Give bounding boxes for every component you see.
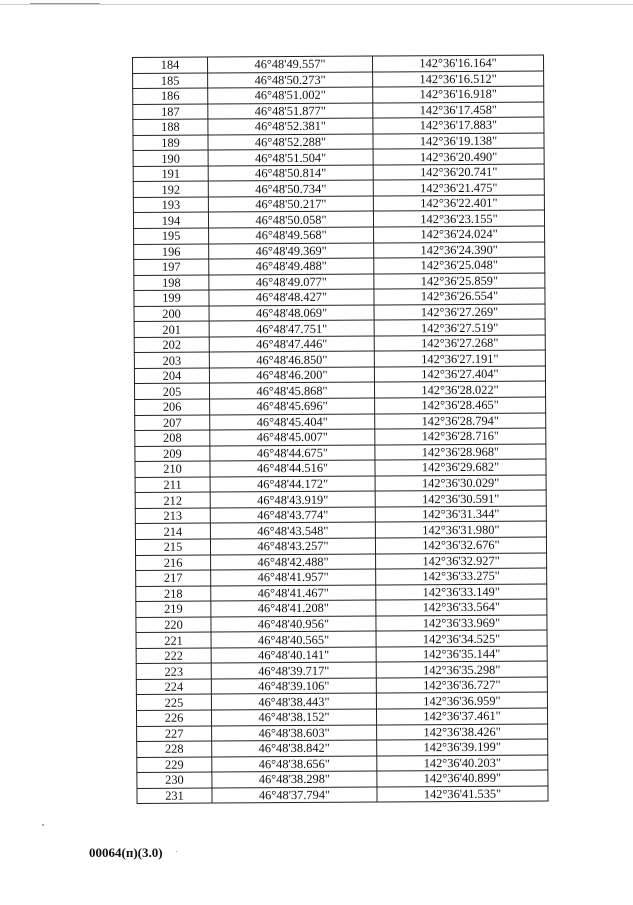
point-number-cell: 185 [133, 73, 208, 89]
longitude-cell: 142°36'20.741" [373, 164, 544, 181]
point-number-cell: 206 [135, 399, 210, 415]
point-number-cell: 212 [135, 492, 210, 508]
latitude-cell: 46°48'38.443" [211, 693, 376, 710]
longitude-cell: 142°36'28.465" [375, 397, 546, 414]
point-number-cell: 205 [134, 384, 209, 400]
latitude-cell: 46°48'50.058" [208, 211, 373, 228]
coordinates-table-body [133, 55, 549, 804]
point-number-cell: 207 [135, 415, 210, 431]
point-number-cell: 196 [134, 244, 209, 260]
point-number-cell: 227 [137, 726, 212, 742]
longitude-cell: 142°36'36.959" [376, 692, 547, 709]
latitude-cell: 46°48'40.956" [211, 616, 376, 633]
longitude-cell: 142°36'30.029" [375, 475, 546, 492]
point-number-cell: 209 [135, 446, 210, 462]
latitude-cell: 46°48'45.007" [210, 429, 375, 446]
point-number-cell: 210 [135, 461, 210, 477]
point-number-cell: 191 [133, 166, 208, 182]
point-number-cell: 189 [133, 135, 208, 151]
longitude-cell: 142°36'16.512" [373, 71, 544, 88]
point-number-cell: 225 [136, 694, 211, 710]
longitude-cell: 142°36'22.401" [373, 195, 544, 212]
latitude-cell: 46°48'37.794" [212, 787, 377, 804]
longitude-cell: 142°36'40.899" [377, 770, 548, 787]
point-number-cell: 200 [134, 306, 209, 322]
latitude-cell: 46°48'42.488" [211, 554, 376, 571]
latitude-cell: 46°48'52.288" [208, 134, 373, 151]
latitude-cell: 46°48'51.002" [208, 87, 373, 104]
latitude-cell: 46°48'49.568" [209, 227, 374, 244]
longitude-cell: 142°36'41.535" [377, 786, 548, 803]
latitude-cell: 46°48'43.257" [210, 538, 375, 555]
latitude-cell: 46°48'38.656" [212, 756, 377, 773]
longitude-cell: 142°36'35.298" [376, 661, 547, 678]
longitude-cell: 142°36'17.458" [373, 102, 544, 119]
longitude-cell: 142°36'27.404" [374, 366, 545, 383]
longitude-cell: 142°36'31.344" [375, 506, 546, 523]
point-number-cell: 231 [137, 788, 212, 804]
latitude-cell: 46°48'43.774" [210, 507, 375, 524]
longitude-cell: 142°36'32.927" [376, 552, 547, 569]
latitude-cell: 46°48'41.467" [211, 585, 376, 602]
longitude-cell: 142°36'28.716" [375, 428, 546, 445]
latitude-cell: 46°48'39.717" [211, 662, 376, 679]
scan-speck [42, 824, 44, 826]
point-number-cell: 215 [135, 539, 210, 555]
latitude-cell: 46°48'44.516" [210, 460, 375, 477]
latitude-cell: 46°48'50.273" [208, 72, 373, 89]
longitude-cell: 142°36'24.390" [374, 242, 545, 259]
point-number-cell: 198 [134, 275, 209, 291]
latitude-cell: 46°48'49.369" [209, 243, 374, 260]
point-number-cell: 192 [133, 181, 208, 197]
longitude-cell: 142°36'36.727" [376, 677, 547, 694]
point-number-cell: 221 [136, 632, 211, 648]
longitude-cell: 142°36'25.859" [374, 273, 545, 290]
longitude-cell: 142°36'33.969" [376, 615, 547, 632]
latitude-cell: 46°48'46.850" [209, 351, 374, 368]
point-number-cell: 226 [136, 710, 211, 726]
longitude-cell: 142°36'39.199" [377, 739, 548, 756]
point-number-cell: 193 [133, 197, 208, 213]
latitude-cell: 46°48'45.696" [210, 398, 375, 415]
latitude-cell: 46°48'38.842" [212, 740, 377, 757]
table-row [137, 786, 548, 804]
coordinates-table [132, 54, 549, 804]
point-number-cell: 213 [135, 508, 210, 524]
longitude-cell: 142°36'29.682" [375, 459, 546, 476]
point-number-cell: 199 [134, 290, 209, 306]
scan-speck [176, 851, 177, 852]
longitude-cell: 142°36'25.048" [374, 257, 545, 274]
longitude-cell: 142°36'26.554" [374, 288, 545, 305]
point-number-cell: 228 [137, 741, 212, 757]
point-number-cell: 220 [136, 617, 211, 633]
point-number-cell: 230 [137, 772, 212, 788]
point-number-cell: 197 [134, 259, 209, 275]
longitude-cell: 142°36'19.138" [373, 133, 544, 150]
longitude-cell: 142°36'16.918" [373, 86, 544, 103]
latitude-cell: 46°48'45.868" [209, 383, 374, 400]
longitude-cell: 142°36'33.149" [376, 584, 547, 601]
longitude-cell: 142°36'40.203" [377, 755, 548, 772]
point-number-cell: 224 [136, 679, 211, 695]
point-number-cell: 208 [135, 430, 210, 446]
latitude-cell: 46°48'41.208" [211, 600, 376, 617]
point-number-cell: 214 [135, 523, 210, 539]
latitude-cell: 46°48'38.603" [212, 725, 377, 742]
latitude-cell: 46°48'50.814" [208, 165, 373, 182]
point-number-cell: 217 [136, 570, 211, 586]
latitude-cell: 46°48'44.172" [210, 476, 375, 493]
longitude-cell: 142°36'28.794" [375, 413, 546, 430]
latitude-cell: 46°48'38.152" [211, 709, 376, 726]
longitude-cell: 142°36'24.024" [374, 226, 545, 243]
longitude-cell: 142°36'17.883" [373, 117, 544, 134]
longitude-cell: 142°36'28.022" [374, 381, 545, 398]
point-number-cell: 204 [134, 368, 209, 384]
point-number-cell: 216 [136, 555, 211, 571]
point-number-cell: 187 [133, 104, 208, 120]
point-number-cell: 223 [136, 663, 211, 679]
latitude-cell: 46°48'40.141" [211, 647, 376, 664]
longitude-cell: 142°36'33.275" [376, 568, 547, 585]
scan-artifact [30, 3, 100, 4]
longitude-cell: 142°36'27.519" [374, 319, 545, 336]
point-number-cell: 211 [135, 477, 210, 493]
longitude-cell: 142°36'23.155" [373, 210, 544, 227]
latitude-cell: 46°48'47.751" [209, 320, 374, 337]
latitude-cell: 46°48'43.919" [210, 491, 375, 508]
point-number-cell: 218 [136, 586, 211, 602]
point-number-cell: 194 [133, 213, 208, 229]
longitude-cell: 142°36'27.268" [374, 335, 545, 352]
latitude-cell: 46°48'45.404" [210, 414, 375, 431]
point-number-cell: 222 [136, 648, 211, 664]
longitude-cell: 142°36'30.591" [375, 490, 546, 507]
point-number-cell: 190 [133, 150, 208, 166]
latitude-cell: 46°48'50.217" [208, 196, 373, 213]
point-number-cell: 229 [137, 757, 212, 773]
longitude-cell: 142°36'16.164" [372, 55, 543, 72]
latitude-cell: 46°48'52.381" [208, 118, 373, 135]
latitude-cell: 46°48'48.069" [209, 305, 374, 322]
latitude-cell: 46°48'48.427" [209, 289, 374, 306]
longitude-cell: 142°36'27.269" [374, 304, 545, 321]
latitude-cell: 46°48'51.504" [208, 149, 373, 166]
latitude-cell: 46°48'49.488" [209, 258, 374, 275]
latitude-cell: 46°48'39.106" [211, 678, 376, 695]
point-number-cell: 184 [133, 57, 208, 73]
point-number-cell: 188 [133, 119, 208, 135]
latitude-cell: 46°48'49.557" [208, 56, 373, 73]
longitude-cell: 142°36'33.564" [376, 599, 547, 616]
latitude-cell: 46°48'46.200" [209, 367, 374, 384]
longitude-cell: 142°36'27.191" [374, 350, 545, 367]
point-number-cell: 202 [134, 337, 209, 353]
latitude-cell: 46°48'50.734" [208, 180, 373, 197]
latitude-cell: 46°48'43.548" [210, 522, 375, 539]
longitude-cell: 142°36'38.426" [377, 723, 548, 740]
longitude-cell: 142°36'35.144" [376, 646, 547, 663]
longitude-cell: 142°36'28.968" [375, 444, 546, 461]
latitude-cell: 46°48'40.565" [211, 631, 376, 648]
longitude-cell: 142°36'37.461" [376, 708, 547, 725]
longitude-cell: 142°36'34.525" [376, 630, 547, 647]
latitude-cell: 46°48'41.957" [211, 569, 376, 586]
document-code: 00064(п)(3.0) [89, 845, 163, 860]
point-number-cell: 201 [134, 321, 209, 337]
latitude-cell: 46°48'49.077" [209, 274, 374, 291]
point-number-cell: 186 [133, 88, 208, 104]
point-number-cell: 195 [134, 228, 209, 244]
latitude-cell: 46°48'38.298" [212, 771, 377, 788]
latitude-cell: 46°48'44.675" [210, 445, 375, 462]
longitude-cell: 142°36'32.676" [375, 537, 546, 554]
longitude-cell: 142°36'21.475" [373, 179, 544, 196]
longitude-cell: 142°36'31.980" [375, 521, 546, 538]
point-number-cell: 203 [134, 352, 209, 368]
latitude-cell: 46°48'47.446" [209, 336, 374, 353]
longitude-cell: 142°36'20.490" [373, 148, 544, 165]
point-number-cell: 219 [136, 601, 211, 617]
scan-edge-line [0, 4, 633, 5]
latitude-cell: 46°48'51.877" [208, 103, 373, 120]
